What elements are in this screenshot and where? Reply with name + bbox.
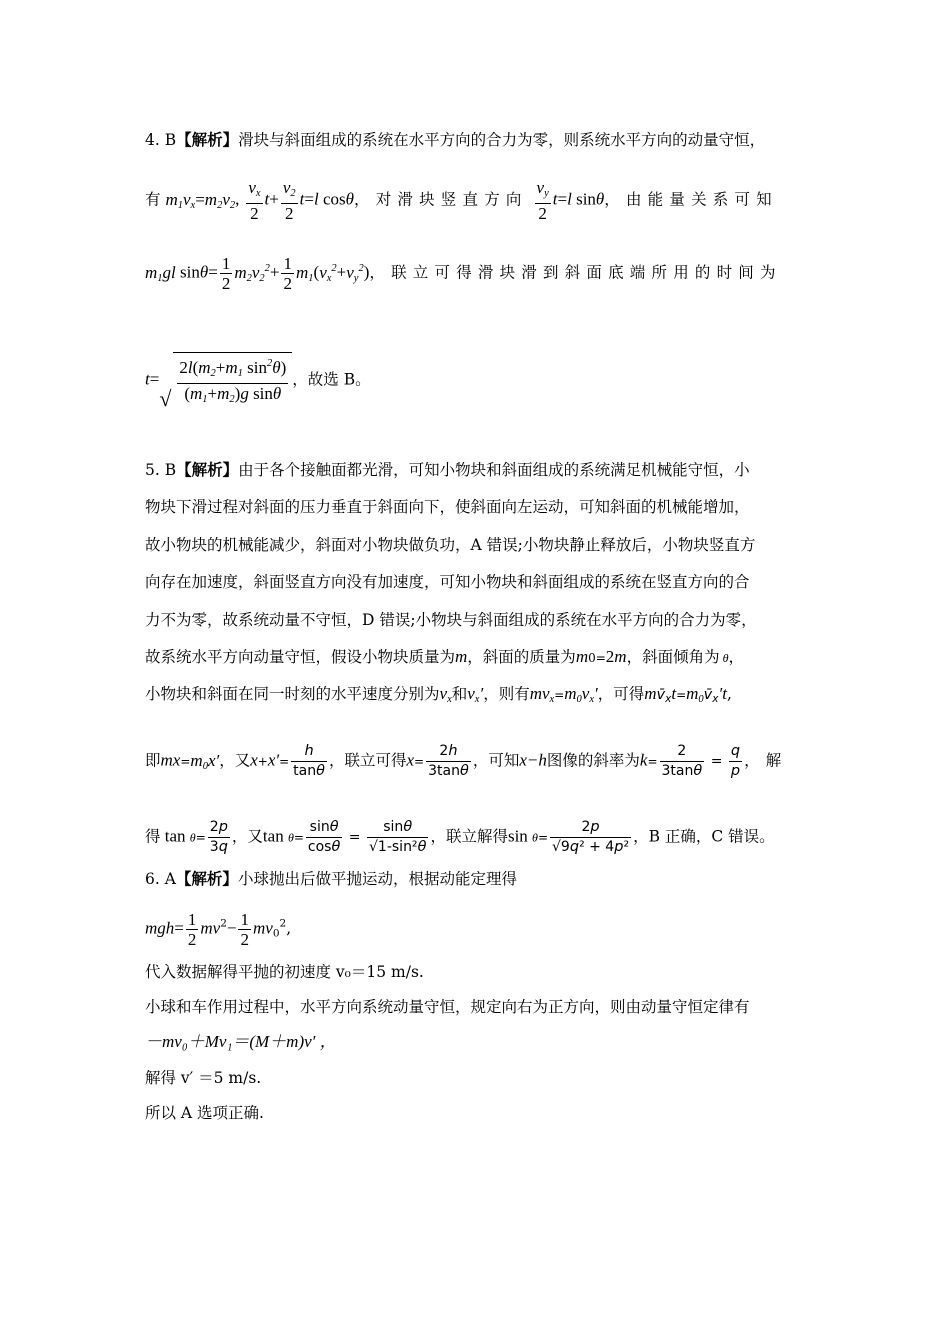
q5-text-3: 故小物块的机械能减少，斜面对小物块做负功，A 错误;小物块静止释放后，小物块竖直方 <box>145 536 756 554</box>
q6-line-3 <box>145 962 424 982</box>
q5-text-6c: ，斜面倾角为 <box>626 648 720 666</box>
q5-text-5: 力不为零，故系统动量不守恒，D 错误;小物块与斜面组成的系统在水平方向的合力为零， <box>145 611 757 629</box>
q5-line-6: 故系统水平方向动量守恒，假设小物块质量为m，斜面的质量为m0=2m，斜面倾角为 θ， <box>145 647 745 666</box>
q4-text-2c: ，由能量关系可知 <box>604 190 778 209</box>
q5-text-6a: 故系统水平方向动量守恒，假设小物块质量为 <box>145 648 456 666</box>
q4-text-2a: 有 <box>145 190 161 209</box>
q4-line-2: 有 $m_1v_x=m_2v_2$, $\frac{v_x}{2}$ t+ $\frac{v_2}{2}$ t=l cosθ，对滑块竖直方向 $\frac{v_y}{2}$ t=l sinθ，由能量关系可知 <box>145 178 778 223</box>
q5-text-1: 由于各个接触面都光滑，可知小物块和斜面组成的系统满足机械能守恒，小 <box>238 461 750 479</box>
q4-number: 4. B <box>145 131 177 149</box>
q6-line-1 <box>145 869 517 889</box>
q6-text-5: －mv₀＋Mv₁＝(M＋m)v′ ， <box>145 1032 337 1051</box>
q6-tag: 【解析】 <box>175 869 238 888</box>
q6-line-6 <box>145 1068 261 1088</box>
q6-line-2: mgh= $\frac{1}{2}$ $mv^2-$ $\frac{1}{2}$ $mv_0^2$, <box>145 910 292 949</box>
q4-eq-momentum: $m_1v_x=m_2v_2$ <box>165 189 236 211</box>
q5-text-9c: ，联立解得 <box>430 827 508 846</box>
q5-text-8c: ，联立可得 <box>328 751 407 770</box>
q4-sqrt: √ $\frac{2l(m_2+m_1 \sin^2\theta)}{(m_1+m_2)g \sin\theta}$ <box>159 352 292 409</box>
q5-text-4: 向存在加速度，斜面竖直方向没有加速度，可知小物块和斜面组成的系统在竖直方向的合 <box>145 573 750 591</box>
q5-line-9: 得 tan θ= $\frac{2p}{3q}$ ，又tan θ= $\frac{\sin\theta}{\cos\theta}$ = $\frac{\sin\theta}{\text{√1-sin²θ}}$ ，联立解得sin θ= $\frac{2p}{\text{√9q² + 4p²}}$ ，B 正确，C 错误。 <box>145 819 775 855</box>
q4-text-3b: ，联立可得滑块滑到斜面底端所用的时间为 <box>369 263 782 282</box>
q5-line-3 <box>145 535 755 555</box>
q5-text-7d: ，可得 <box>597 685 645 703</box>
q5-tag: 【解析】 <box>176 460 239 479</box>
q5-text-8f: ，解 <box>744 751 788 770</box>
q5-text-7b: 和 <box>451 685 468 703</box>
q5-text-9b: ，又 <box>231 827 263 846</box>
q6-line-4 <box>145 997 750 1017</box>
q5-text-8b: ，又 <box>219 751 251 770</box>
q5-line-5 <box>145 610 757 630</box>
q4-tag: 【解析】 <box>176 130 239 149</box>
q5-frac-h: $\frac{h}{\tan\theta}$ <box>293 743 325 779</box>
q5-text-7a: 小物块和斜面在同一时刻的水平速度分别为 <box>145 685 440 703</box>
q5-text-6b: ，斜面的质量为 <box>467 648 576 666</box>
q6-text-3: 代入数据解得平抛的初速度 v₀＝15 m/s. <box>145 963 424 981</box>
q4-eq-time: t= <box>145 369 160 389</box>
q5-line-2 <box>145 497 750 517</box>
q6-text-1: 小球抛出后做平抛运动，根据动能定理得 <box>237 870 517 888</box>
q5-text-9a: 得 <box>145 827 161 846</box>
q5-text-7c: ，则有 <box>483 685 530 703</box>
q4-frac-vx: $\frac{v_x}{2}$ <box>248 178 261 223</box>
q5-number: 5. B <box>145 461 177 479</box>
q5-line-1 <box>145 460 750 480</box>
q5-text-9d: ，B 正确，C 错误。 <box>633 827 775 846</box>
q4-text-4b: ，故选 B。 <box>292 370 371 389</box>
q5-text-8d: ，可知 <box>472 751 520 770</box>
q6-text-4: 小球和车作用过程中，水平方向系统动量守恒，规定向右为正方向，则由动量守恒定律有 <box>145 998 750 1016</box>
q5-line-4 <box>145 572 750 592</box>
q5-line-8: 即$mx=m_0x'$，又x+x′= $\frac{h}{\tan\theta}$ ，联立可得x= $\frac{2h}{3\tan\theta}$ ，可知x−h图像的斜率为k= $\frac{2}{3\tan\theta}$ = $\frac{q}{p}$ ，解 <box>145 743 788 779</box>
q4-line-3: $m_1gl$ sinθ= $\frac{1}{2}$ $m_2v_2^2+$ $\frac{1}{2}$ $m_1(v_x^2+v_y^2)$，联立可得滑块滑到斜面底端所用的时间为 <box>145 254 782 293</box>
q5-line-7: 小物块和斜面在同一时刻的水平速度分别为$v_x$和$v_x'$，则有$mv_x=m_0v_x'$，可得$mv̄_xt=m_0v̄_x't$, <box>145 684 732 705</box>
q4-frac-v2: $\frac{v_2}{2}$ <box>282 178 296 223</box>
q4-frac-vy: $\frac{v_y}{2}$ <box>536 178 549 223</box>
q4-line-4 <box>145 352 371 409</box>
q6-number: 6. A <box>145 870 176 888</box>
q4-line-1 <box>145 130 765 150</box>
q5-text-8e: 图像的斜率为 <box>546 751 640 770</box>
q4-text-1: 滑块与斜面组成的系统在水平方向的合力为零，则系统水平方向的动量守恒， <box>238 131 766 149</box>
q5-text-8a: 即 <box>145 751 161 770</box>
q6-text-7: 所以 A 选项正确. <box>145 1104 264 1122</box>
q6-line-7 <box>145 1103 264 1123</box>
q4-text-2b: ，对滑块竖直方向 <box>354 190 528 209</box>
q5-text-2: 物块下滑过程对斜面的压力垂直于斜面向下，使斜面向左运动，可知斜面的机械能增加， <box>145 498 750 516</box>
q6-text-6: 解得 v′ ＝5 m/s. <box>145 1069 262 1087</box>
q4-eq-energy: $m_1gl$ <box>145 262 176 284</box>
q6-line-5 <box>145 1032 337 1052</box>
